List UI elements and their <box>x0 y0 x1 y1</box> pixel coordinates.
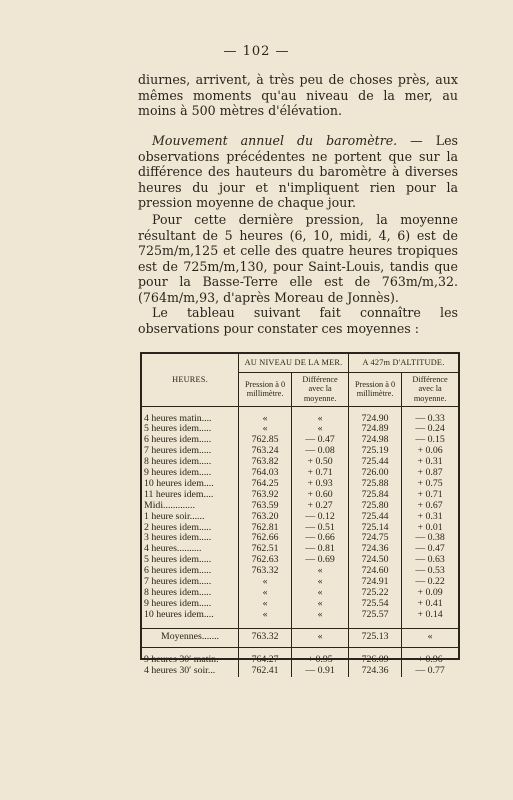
cell-pression-alt: 725.44 <box>348 457 401 468</box>
cell-pression-alt: 725.13 <box>348 628 401 647</box>
cell-heure: 6 heures idem..... <box>144 434 212 446</box>
cell-pression-alt: 724.60 <box>348 566 401 577</box>
cell-pression-sea: 763.92 <box>239 490 292 501</box>
cell-pression-alt: 724.98 <box>348 435 401 446</box>
cell-heure: 7 heures idem..... <box>144 445 212 457</box>
cell-heure: 9 heures 30′ matin. <box>144 653 219 665</box>
cell-pression-sea: 764.27 <box>239 655 292 666</box>
cell-heure: 4 heures matin.... <box>144 412 212 424</box>
cell-difference-sea: — 0.08 <box>292 446 349 457</box>
cell-difference-alt: — 0.63 <box>402 555 458 566</box>
cell-pression-alt: 725.80 <box>348 501 401 512</box>
cell-difference-alt: + 0.75 <box>402 479 458 490</box>
cell-pression-alt: 726.09 <box>348 655 401 666</box>
cell-difference-alt: + 0.71 <box>402 490 458 501</box>
cell-heure: 6 heures idem..... <box>144 565 212 577</box>
paragraph-mean-pressure: Pour cette dernière pression, la moyenne résultant de 5 heures (6, 10, midi, 4, 6) est de 725m/m,125 et celle des quatre heures tropiques est de 725m/m,130, pour Saint-Louis, tandis que pour la Basse-Terre elle est de 763m/m,32. (764m/m,93, d'après Moreau de Jonnès). <box>138 212 458 305</box>
cell-heure: 9 heures idem..... <box>144 467 212 479</box>
cell-difference-sea: — 0.51 <box>292 523 349 534</box>
cell-pression-sea: 762.41 <box>239 666 292 677</box>
cell-difference-alt: + 0.09 <box>402 588 458 599</box>
cell-heure: 7 heures idem..... <box>144 576 212 588</box>
header-pression-alt: Pression à 0 millimètre. <box>348 372 401 406</box>
cell-pression-alt: 724.75 <box>348 533 401 544</box>
cell-difference-alt: + 0.01 <box>402 523 458 534</box>
cell-pression-sea: 762.81 <box>239 523 292 534</box>
cell-difference-sea: — 0.69 <box>292 555 349 566</box>
paragraph-annual-movement <box>138 133 458 211</box>
cell-pression-sea: « <box>239 599 292 610</box>
cell-difference-alt: + 0.14 <box>402 610 458 621</box>
paragraph-table-intro: Le tableau suivant fait connaître les observations pour constater ces moyennes : <box>138 305 458 336</box>
cell-difference-sea: — 0.66 <box>292 533 349 544</box>
cell-pression-alt: 725.57 <box>348 610 401 621</box>
cell-difference-alt: — 0.15 <box>402 435 458 446</box>
cell-heure: 10 heures idem.... <box>144 608 214 620</box>
moyennes-row <box>142 628 458 647</box>
cell-pression-sea: « <box>239 424 292 435</box>
cell-difference-sea: — 0.91 <box>292 666 349 677</box>
cell-difference-alt: — 0.47 <box>402 544 458 555</box>
cell-difference-sea: « <box>292 610 349 621</box>
cell-pression-alt: 724.36 <box>348 544 401 555</box>
cell-pression-sea: « <box>239 610 292 621</box>
cell-heure: 11 heures idem.... <box>144 488 214 500</box>
cell-pression-sea: « <box>239 577 292 588</box>
cell-heure: 5 heures idem..... <box>144 554 212 566</box>
section-title: Mouvement annuel du baromètre. <box>152 133 398 148</box>
cell-pression-sea: 763.82 <box>239 457 292 468</box>
cell-pression-sea: 764.03 <box>239 468 292 479</box>
cell-difference-sea: « <box>292 424 349 435</box>
cell-heure: 2 heures idem..... <box>144 521 212 533</box>
cell-heure: 1 heure soir...... <box>144 510 205 522</box>
header-difference-alt: Différence avec la moyenne. <box>402 372 458 406</box>
cell-difference-sea: — 0.12 <box>292 512 349 523</box>
cell-difference-sea: « <box>292 628 349 647</box>
table-row <box>142 610 458 621</box>
cell-difference-sea: « <box>292 588 349 599</box>
cell-difference-sea: + 0.93 <box>292 479 349 490</box>
cell-heure: Midi............. <box>144 499 195 511</box>
cell-heure: 8 heures idem..... <box>144 456 212 468</box>
cell-difference-sea: — 0.47 <box>292 435 349 446</box>
cell-heure: 4 heures.......... <box>144 543 202 555</box>
header-heures: HEURES. <box>142 354 239 406</box>
cell-difference-sea: + 0.95 <box>292 655 349 666</box>
cell-pression-sea: 762.51 <box>239 544 292 555</box>
cell-pression-alt: 724.90 <box>348 414 401 425</box>
cell-pression-sea: 762.63 <box>239 555 292 566</box>
cell-heure: 5 heures idem..... <box>144 423 212 435</box>
pressure-table <box>140 352 460 676</box>
cell-pression-sea: « <box>239 588 292 599</box>
cell-difference-alt: + 0.87 <box>402 468 458 479</box>
header-altitude: A 427m D'ALTITUDE. <box>348 354 458 372</box>
cell-pression-sea: « <box>239 414 292 425</box>
cell-difference-alt: + 0.31 <box>402 512 458 523</box>
cell-pression-alt: 724.36 <box>348 666 401 677</box>
cell-difference-sea: + 0.60 <box>292 490 349 501</box>
cell-difference-alt: — 0.53 <box>402 566 458 577</box>
cell-heure: 8 heures idem..... <box>144 587 212 598</box>
spacer-row <box>142 621 458 629</box>
cell-pression-sea: 763.20 <box>239 512 292 523</box>
paragraph-intro: diurnes, arrivent, à très peu de choses près, aux mêmes moments qu'au niveau de la mer, au moins à 500 mètres d'élévation. <box>138 72 458 119</box>
cell-difference-alt: + 0.06 <box>402 446 458 457</box>
cell-pression-alt: 724.89 <box>348 424 401 435</box>
cell-difference-sea: + 0.27 <box>292 501 349 512</box>
cell-difference-alt: + 0.31 <box>402 457 458 468</box>
cell-difference-sea: + 0.50 <box>292 457 349 468</box>
cell-difference-alt: + 0.96 <box>402 655 458 666</box>
cell-difference-alt: + 0.41 <box>402 599 458 610</box>
cell-pression-alt: 725.14 <box>348 523 401 534</box>
cell-pression-alt: 725.22 <box>348 588 401 599</box>
pressure-table-grid <box>142 354 458 677</box>
cell-heure: 9 heures idem..... <box>144 597 212 609</box>
cell-pression-sea: 763.32 <box>239 566 292 577</box>
cell-difference-alt: — 0.22 <box>402 577 458 588</box>
cell-pression-sea: 762.66 <box>239 533 292 544</box>
header-difference-sea: Différence avec la moyenne. <box>292 372 349 406</box>
cell-heure: 4 heures 30′ soir... <box>144 664 216 676</box>
cell-pression-alt: 724.50 <box>348 555 401 566</box>
cell-pression-alt: 725.19 <box>348 446 401 457</box>
cell-heure: 3 heures idem..... <box>144 532 212 544</box>
table-row <box>142 666 458 677</box>
cell-difference-alt: — 0.33 <box>402 414 458 425</box>
cell-pression-alt: 725.84 <box>348 490 401 501</box>
cell-difference-sea: « <box>292 577 349 588</box>
cell-difference-alt: — 0.24 <box>402 424 458 435</box>
cell-difference-alt: — 0.77 <box>402 666 458 677</box>
cell-heure: 10 heures idem.... <box>144 477 214 489</box>
cell-difference-sea: « <box>292 566 349 577</box>
table-row <box>142 512 458 523</box>
header-sea-level: AU NIVEAU DE LA MER. <box>239 354 349 372</box>
section-text: — Les observations précédentes ne portent que sur la différence des hauteurs du baromètre à diverses heures du jour et n'impliquent rien pour la pression moyenne de chaque jour. <box>138 133 458 211</box>
cell-difference-sea: — 0.81 <box>292 544 349 555</box>
cell-pression-alt: 726.00 <box>348 468 401 479</box>
table-body <box>142 406 458 677</box>
header-pression-sea: Pression à 0 millimètre. <box>239 372 292 406</box>
cell-difference-sea: « <box>292 414 349 425</box>
cell-difference-alt: « <box>402 628 458 647</box>
cell-pression-alt: 724.91 <box>348 577 401 588</box>
cell-pression-sea: 762.85 <box>239 435 292 446</box>
cell-pression-alt: 725.44 <box>348 512 401 523</box>
cell-heure: Moyennes....... <box>142 628 239 647</box>
cell-pression-alt: 725.54 <box>348 599 401 610</box>
cell-difference-alt: + 0.67 <box>402 501 458 512</box>
cell-difference-sea: « <box>292 599 349 610</box>
cell-difference-sea: + 0.71 <box>292 468 349 479</box>
cell-pression-sea: 763.59 <box>239 501 292 512</box>
cell-pression-alt: 725.88 <box>348 479 401 490</box>
cell-pression-sea: 763.24 <box>239 446 292 457</box>
cell-pression-sea: 764.25 <box>239 479 292 490</box>
page-number: — 102 — <box>223 44 290 59</box>
cell-pression-sea: 763.32 <box>239 628 292 647</box>
cell-difference-alt: — 0.38 <box>402 533 458 544</box>
